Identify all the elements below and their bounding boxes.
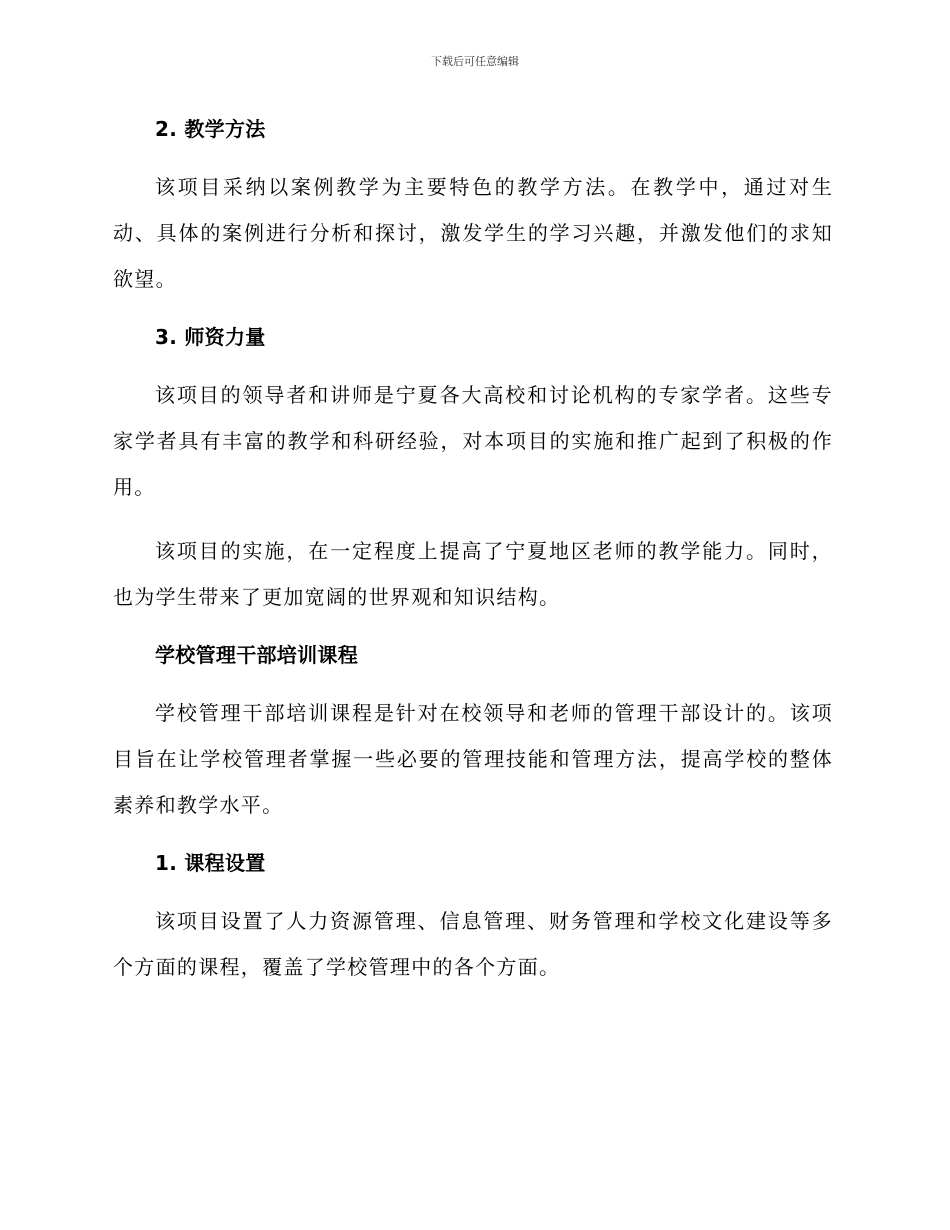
section-heading-course-setup: 1. 课程设置 — [155, 851, 266, 875]
document-body — [113, 112, 833, 990]
paragraph-faculty: 该项目的领导者和讲师是宁夏各大高校和讨论机构的专家学者。这些专家学者具有丰富的教学和科研经验，对本项目的实施和推广起到了积极的作用。 — [113, 383, 833, 499]
paragraph-course-setup: 该项目设置了人力资源管理、信息管理、财务管理和学校文化建设等多个方面的课程，覆盖了学校管理中的各个方面。 — [113, 909, 833, 979]
section-heading-teaching-method: 2. 教学方法 — [155, 117, 266, 141]
page-header: 下载后可任意编辑 — [431, 55, 519, 68]
paragraph-admin-training: 学校管理干部培训课程是针对在校领导和老师的管理干部设计的。该项目旨在让学校管理者掌握一些必要的管理技能和管理方法，提高学校的整体素养和教学水平。 — [113, 701, 833, 817]
paragraph-teaching-method: 该项目采纳以案例教学为主要特色的教学方法。在教学中，通过对生动、具体的案例进行分析和探讨，激发学生的学习兴趣，并激发他们的求知欲望。 — [113, 175, 833, 291]
section-heading-faculty: 3. 师资力量 — [155, 325, 266, 349]
paragraph-impact: 该项目的实施，在一定程度上提高了宁夏地区老师的教学能力。同时，也为学生带来了更加宽阔的世界观和知识结构。 — [113, 539, 833, 609]
section-heading-admin-training: 学校管理干部培训课程 — [155, 643, 358, 667]
